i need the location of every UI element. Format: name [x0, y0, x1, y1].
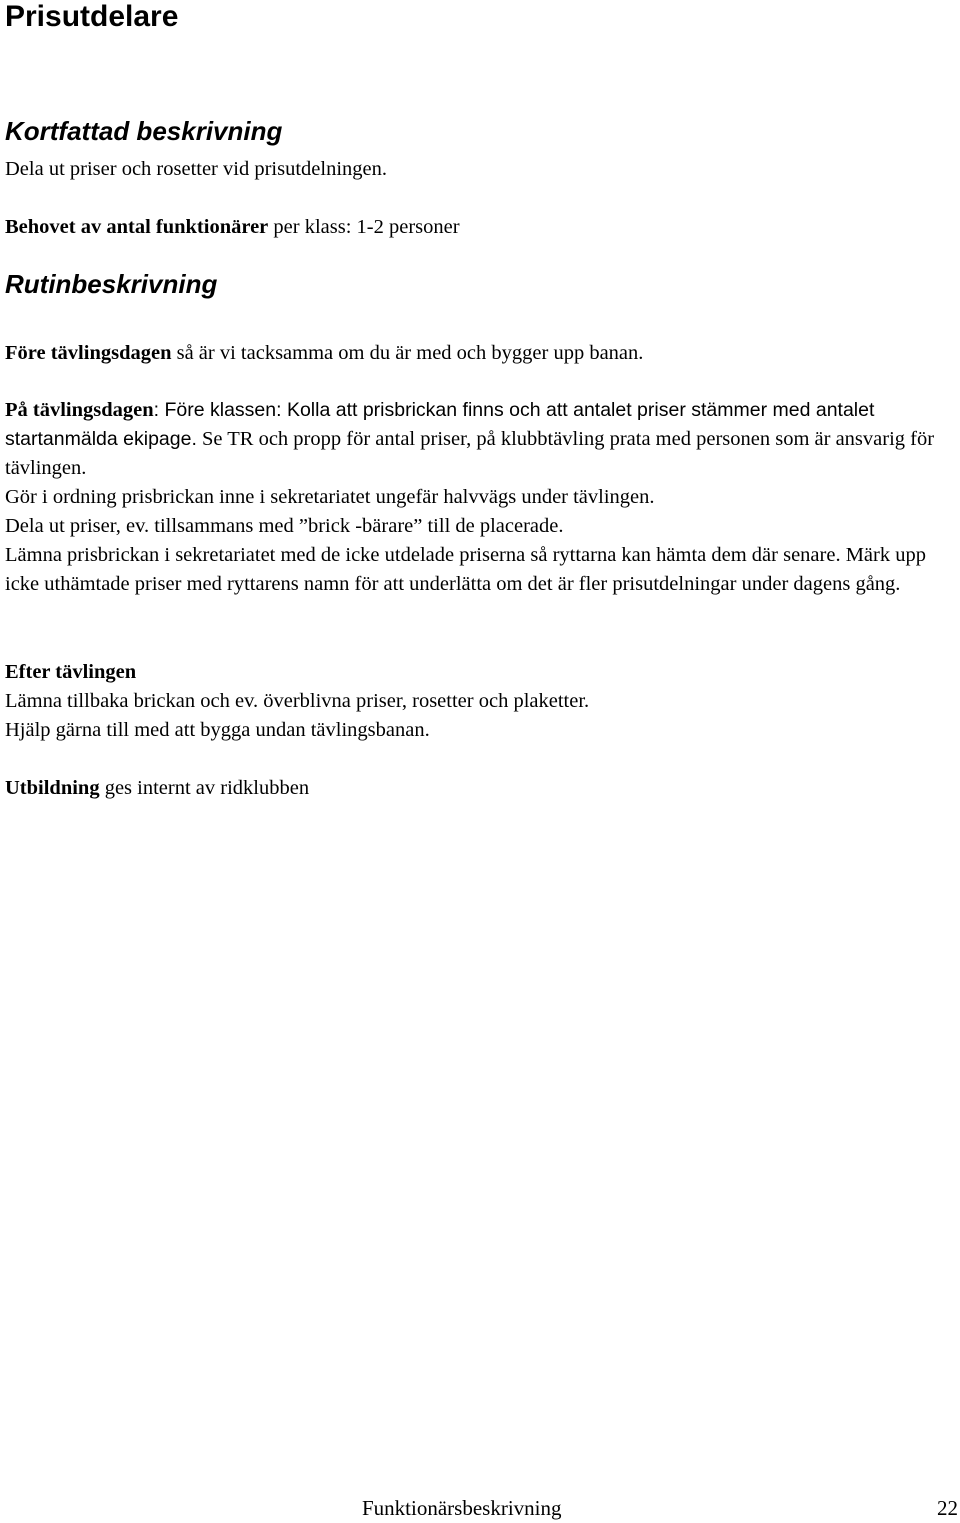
training-text: ges internt av ridklubben: [99, 777, 310, 799]
after-line-2: Hjälp gärna till med att bygga undan tävlingsbanan.: [5, 719, 430, 741]
footer-doc-title: Funktionärsbeskrivning: [362, 1496, 562, 1520]
summary-heading: Kortfattad beskrivning: [5, 116, 283, 146]
training-label: Utbildning: [5, 777, 100, 799]
training-line: [5, 774, 309, 803]
competition-day-section: [5, 396, 960, 599]
summary-text: Dela ut priser och rosetter vid prisutdelningen.: [5, 158, 387, 180]
routine-heading: Rutinbeskrivning: [5, 269, 218, 299]
staffing-text: per klass: 1-2 personer: [268, 216, 460, 238]
page-title: Prisutdelare: [5, 0, 179, 33]
after-section: [5, 658, 960, 745]
before-line: [5, 339, 643, 368]
before-text: så är vi tacksamma om du är med och bygger upp banan.: [171, 342, 644, 364]
during-text-sans: : Före klassen: Kolla att prisbrickan finns och att antalet priser stämmer med antalet startanmälda ekipage.: [5, 399, 875, 450]
during-text-serif: Se TR och propp för antal priser, på klubbtävling prata med personen som är ansvarig för tävlingen.: [5, 428, 935, 479]
during-line-2: Dela ut priser, ev. tillsammans med ”brick -bärare” till de placerade.: [5, 515, 564, 537]
after-label: Efter tävlingen: [5, 661, 137, 683]
competition-day-paragraph: [5, 396, 960, 483]
staffing-label: Behovet av antal funktionärer: [5, 216, 269, 238]
during-label: På tävlingsdagen: [5, 399, 154, 421]
before-label: Före tävlingsdagen: [5, 342, 172, 364]
footer-page-number: 22: [937, 1496, 958, 1520]
staffing-line: [5, 213, 460, 242]
during-line-1: Gör i ordning prisbrickan inne i sekretariatet ungefär halvvägs under tävlingen.: [5, 486, 655, 508]
after-line-1: Lämna tillbaka brickan och ev. överblivna priser, rosetter och plaketter.: [5, 690, 590, 712]
during-line-3: Lämna prisbrickan i sekretariatet med de icke utdelade priserna så ryttarna kan hämta dem där senare. Märk upp icke uthämtade priser med ryttarens namn för att underlätta om det är fler prisutdelningar under dagens gång.: [5, 544, 926, 595]
